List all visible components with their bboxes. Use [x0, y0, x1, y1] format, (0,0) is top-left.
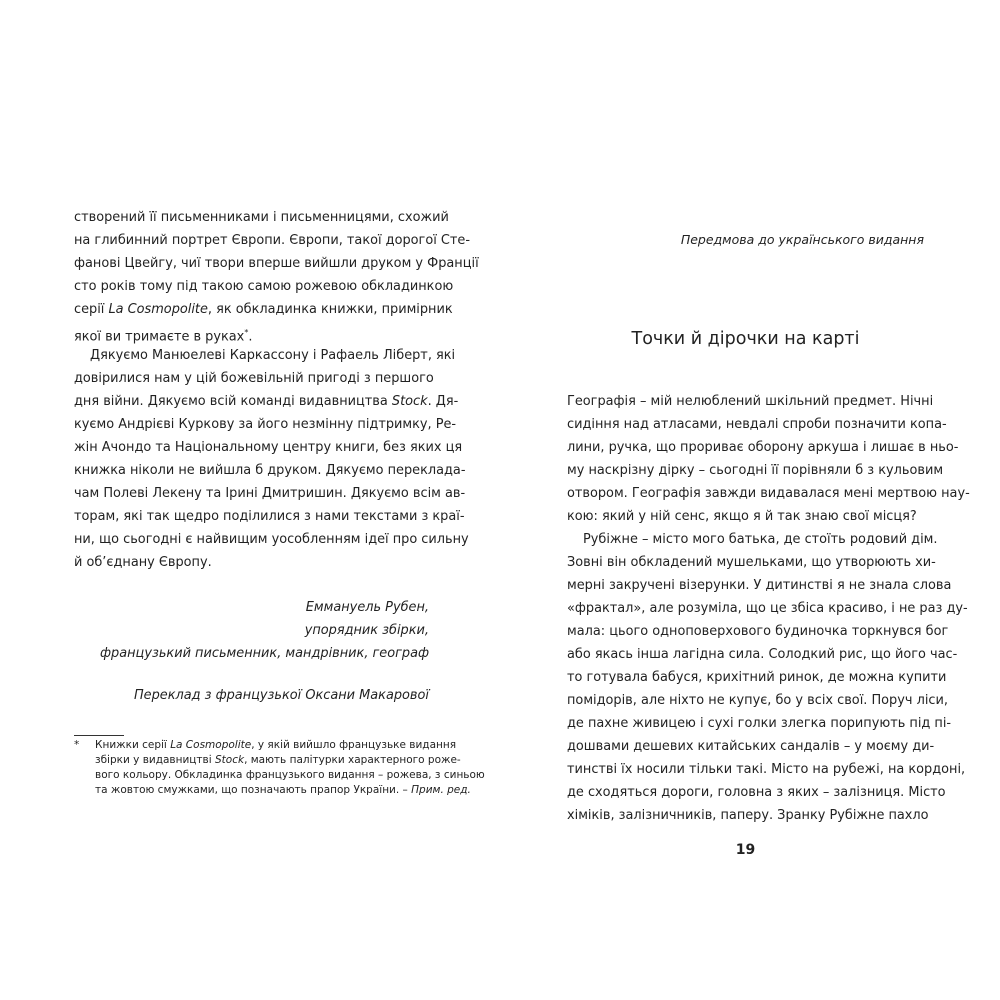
- signature-occupation: французький письменник, мандрівник, географ: [100, 646, 429, 661]
- body-line: му наскрізну дірку – сьогодні її порівняли б з кульовим: [567, 463, 944, 478]
- body-line: фанові Цвейгу, чиї твори вперше вийшли друком у Франції: [74, 256, 479, 271]
- body-line: сто років тому під такою самою рожевою обкладинкою: [74, 279, 454, 294]
- body-line: створений її письменниками і письменницями, схожий: [74, 210, 449, 225]
- body-line: кою: який у ній сенс, якщо я й так знаю свої місця?: [567, 509, 917, 524]
- body-line: або якась інша лагідна сила. Солодкий рис, що його час-: [567, 647, 958, 662]
- body-line: серії La Cosmopolite, як обкладинка книжки, примірник: [74, 302, 453, 317]
- body-line: на глибинний портрет Європи. Європи, такої дорогої Сте-: [74, 233, 470, 248]
- footnote-line: та жовтою смужками, що позначають прапор України. – Прим. ред.: [95, 784, 471, 796]
- body-line: торам, які так щедро поділилися з нами текстами з краї-: [74, 509, 465, 524]
- translation-note: Переклад з французької Оксани Макарової: [133, 688, 429, 703]
- footnote-ref: *: [244, 328, 249, 337]
- footnote-line: збірки у видавництві Stock, мають палітурки характерного роже-: [95, 754, 461, 766]
- body-line: мала: цього одноповерхового будиночка торкнувся бог: [567, 624, 949, 639]
- body-line: де сходяться дороги, головна з яких – залізниця. Місто: [567, 785, 946, 800]
- body-line: мерні закручені візерунки. У дитинстві я не знала слова: [567, 578, 952, 593]
- running-head: Передмова до українського видання: [680, 232, 924, 247]
- page-number: 19: [735, 842, 756, 858]
- body-line: дня війни. Дякуємо всій команді видавництва Stock. Дя-: [74, 394, 459, 409]
- footnote-divider: [74, 735, 124, 736]
- body-line: тинстві їх носили тільки такі. Місто на рубежі, на кордоні,: [567, 762, 966, 777]
- signature-role: упорядник збірки,: [304, 623, 429, 638]
- right-page: [567, 0, 970, 1000]
- footnote-line: Книжки серії La Cosmopolite, у якій вийшло французьке видання: [95, 739, 457, 751]
- body-line: помідорів, але ніхто не купує, бо у всіх свої. Поруч ліси,: [567, 693, 948, 708]
- body-line: книжка ніколи не вийшла б друком. Дякуємо переклада-: [74, 463, 466, 478]
- body-line: сидіння над атласами, невдалі спроби позначити копа-: [567, 417, 947, 432]
- footnote-marker: *: [74, 739, 80, 751]
- body-line: чам Полеві Лекену та Ірині Дмитришин. Дякуємо всім ав-: [74, 486, 466, 501]
- series-name: La Cosmopolite: [108, 302, 208, 317]
- footnote-line: вого кольору. Обкладинка французького видання – рожева, з синьою: [95, 769, 485, 781]
- body-line: ни, що сьогодні є найвищим уособленням ідеї про сильну: [74, 532, 469, 547]
- body-line: куємо Андрієві Куркову за його незмінну підтримку, Ре-: [74, 417, 457, 432]
- body-line: якої ви тримаєте в руках*.: [74, 328, 253, 345]
- body-line: лини, ручка, що прориває оборону аркуша і лишає в ньо-: [567, 440, 959, 455]
- body-line: «фрактал», але розуміла, що це збіса красиво, і не раз ду-: [567, 601, 968, 616]
- body-line: Географія – мій нелюблений шкільний предмет. Нічні: [567, 394, 934, 409]
- body-line: хіміків, залізничників, паперу. Зранку Рубіжне пахло: [567, 808, 929, 823]
- body-line: де пахне живицею і сухі голки злегка порипують під пі-: [567, 716, 952, 731]
- body-line: Зовні він обкладений мушельками, що утворюють хи-: [567, 555, 936, 570]
- body-line: Рубіжне – місто мого батька, де стоїть родовий дім.: [583, 532, 938, 547]
- publisher-name: Stock: [391, 394, 428, 409]
- body-line: жін Ачондо та Національному центру книги, без яких ця: [74, 440, 463, 455]
- body-line: довірилися нам у цій божевільній пригоді з першого: [74, 371, 434, 386]
- body-line: дошвами дешевих китайських сандалів – у моєму ди-: [567, 739, 935, 754]
- body-line: Дякуємо Манюелеві Каркассону і Рафаель Ліберт, які: [90, 348, 456, 363]
- signature-name: Еммануель Рубен,: [305, 600, 429, 615]
- body-line: й об’єднану Європу.: [74, 555, 212, 570]
- chapter-title: Точки й дірочки на карті: [631, 329, 860, 349]
- body-line: отвором. Географія завжди видавалася мені мертвою нау-: [567, 486, 970, 501]
- body-line: то готувала бабуся, крихітний ринок, де можна купити: [567, 670, 947, 685]
- left-page: [74, 0, 485, 1000]
